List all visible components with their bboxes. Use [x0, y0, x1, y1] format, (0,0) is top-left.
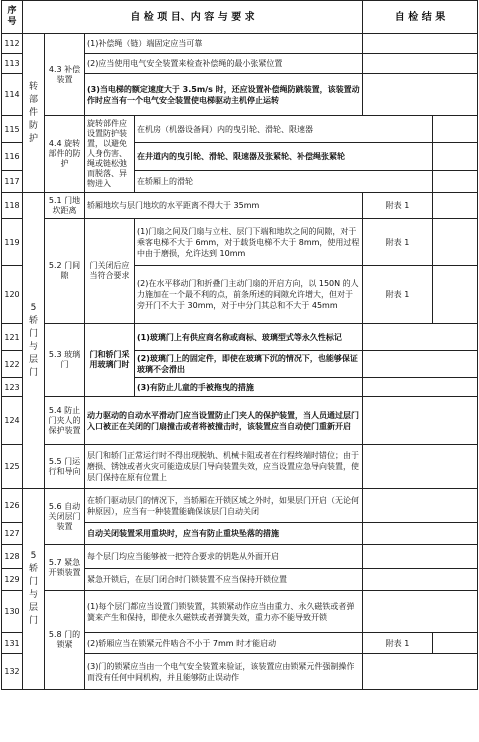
row-result-extra [433, 266, 478, 324]
row-number: 117 [2, 171, 23, 193]
row-result: 附表 1 [363, 266, 433, 324]
section-4-4-desc: 旋转部件应设置防护装置，以避免人身伤害、绳或链松弛而脱落、异物进入 [85, 116, 135, 193]
row-number: 124 [2, 397, 23, 445]
table-row [2, 219, 478, 266]
row-number: 132 [2, 654, 23, 690]
table-row [2, 489, 478, 523]
row-number: 130 [2, 591, 23, 633]
row-text: 在井道内的曳引轮、滑轮、限速器及张紧轮、补偿绳张紧轮 [135, 143, 433, 171]
section-5-2: 5.2 门间隙 [45, 219, 85, 324]
row-result [363, 445, 478, 489]
row-text: (3)门的锁紧应当由一个电气安全装置来验证，该装置应由锁紧元件强制操作而没有任何中间机构，并且能够防止误动作 [85, 654, 363, 690]
table-row [2, 591, 478, 633]
row-text: (2)玻璃门上的固定件，即使在玻璃下沉的情况下，也能够保证玻璃不会滑出 [135, 351, 363, 378]
row-result [363, 378, 478, 397]
table-row [2, 445, 478, 489]
row-text: (2)应当使用电气安全装置来检查补偿绳的最小张紧位置 [85, 54, 363, 74]
row-result [433, 171, 478, 193]
row-result [433, 116, 478, 143]
section-5-3-sub: 门和轿门采用玻璃门时 [85, 324, 135, 397]
table-row [2, 545, 478, 569]
row-number: 129 [2, 569, 23, 591]
row-number: 114 [2, 74, 23, 116]
section-4-4: 4.4 旋转部件的防护 [45, 116, 85, 193]
section-4-3: 4.3 补偿装置 [45, 34, 85, 116]
row-result [363, 324, 478, 351]
category-doors: 5 轿 门 与 层 门 [23, 193, 45, 489]
row-text: 在机房（机器设备间）内的曳引轮、滑轮、限速器 [135, 116, 433, 143]
section-5-8: 5.8 门的锁紧 [45, 591, 85, 690]
row-number: 116 [2, 143, 23, 171]
row-number: 126 [2, 489, 23, 523]
table-row [2, 397, 478, 445]
row-number: 121 [2, 324, 23, 351]
row-result [363, 351, 478, 378]
section-5-4: 5.4 防止门夹人的保护装置 [45, 397, 85, 445]
table-row [2, 34, 478, 54]
row-result [363, 397, 478, 445]
section-5-6: 5.6 自动关闭层门装置 [45, 489, 85, 545]
row-result [363, 74, 478, 116]
row-text: (3)当电梯的额定速度大于 3.5m/s 时，还应设置补偿绳防跳装置，该装置动作时应当有一个电气安全装置使电梯驱动主机停止运转 [85, 74, 363, 116]
section-5-7: 5.7 紧急开锁装置 [45, 545, 85, 591]
row-number: 115 [2, 116, 23, 143]
section-5-1: 5.1 门地坎距离 [45, 193, 85, 219]
row-number: 119 [2, 219, 23, 266]
table-row [2, 324, 478, 351]
row-number: 128 [2, 545, 23, 569]
row-text: (2)轿厢应当在锁紧元件啮合不小于 7mm 时才能启动 [85, 633, 363, 654]
row-result [363, 54, 478, 74]
row-text: (1)门扇之间及门扇与立柱、层门下端和地坎之间的间隙，对于乘客电梯不大于 6mm，对于载货电梯不大于 8mm，使用过程中由于磨损，允许达到 10mm [135, 219, 363, 266]
row-result [433, 143, 478, 171]
row-text: (3)有防止儿童的手被拖曳的措施 [135, 378, 363, 397]
row-number: 118 [2, 193, 23, 219]
row-text: 在轿厢上的滑轮 [135, 171, 433, 193]
row-result: 附表 1 [363, 193, 433, 219]
section-5-2-sub: 门关闭后应当符合要求 [85, 219, 135, 324]
row-result [363, 489, 478, 523]
table-header-row [2, 1, 478, 34]
section-5-3: 5.3 玻璃门 [45, 324, 85, 397]
row-result-extra [433, 633, 478, 654]
category-doors-2: 5 轿 门 与 层 门 [23, 489, 45, 690]
row-result-extra [433, 193, 478, 219]
row-number: 125 [2, 445, 23, 489]
row-text: (1)玻璃门上有供应商名称或商标、玻璃型式等永久性标记 [135, 324, 363, 351]
row-text: (2)在水平移动门和折叠门主动门扇的开启方向，以 150N 的人力施加在一个最不利的点，前条所述的间隙允许增大，但对于旁开门不大于 30mm，对于中分门其总和不大于 45mm [135, 266, 363, 324]
category-rotating: 转部件防护 [23, 34, 45, 193]
row-text: 紧急开锁后，在层门闭合时门锁装置不应当保持开锁位置 [85, 569, 363, 591]
row-result [363, 569, 478, 591]
row-text: 层门和轿门正常运行时不得出现脱轨、机械卡阻或者在行程终端时错位；由于磨损、锈蚀或者火灾可能造成层门导向装置失效，应当设置应急导向装置，使层门保持在原有位置上 [85, 445, 363, 489]
row-text: (1)每个层门都应当设置门锁装置，其锁紧动作应当由重力、永久磁铁或者弹簧来产生和保持，即使永久磁铁或者弹簧失效，重力亦不能导致开锁 [85, 591, 363, 633]
row-number: 120 [2, 266, 23, 324]
row-number: 113 [2, 54, 23, 74]
row-result: 附表 1 [363, 633, 433, 654]
row-result [363, 523, 478, 545]
row-text: 自动关闭装置采用重块时，应当有防止重块坠落的措施 [85, 523, 363, 545]
header-seq: 序号 [2, 1, 23, 34]
inspection-table [1, 0, 478, 690]
row-number: 112 [2, 34, 23, 54]
row-result [363, 545, 478, 569]
header-result: 自 检 结 果 [363, 1, 478, 34]
row-number: 131 [2, 633, 23, 654]
row-number: 122 [2, 351, 23, 378]
row-text: 动力驱动的自动水平滑动门应当设置防止门夹人的保护装置，当人员通过层门入口被正在关闭的门扇撞击或者将被撞击时，该装置应当自动使门重新开启 [85, 397, 363, 445]
table-row [2, 193, 478, 219]
row-result [363, 34, 478, 54]
row-result [363, 591, 478, 633]
row-result-extra [433, 219, 478, 266]
row-text: 在轿门驱动层门的情况下，当轿厢在开锁区域之外时，如果层门开启（无论何种原因），应当有一种装置能确保该层门自动关闭 [85, 489, 363, 523]
header-items: 自 检 项 目、内 容 与 要 求 [23, 1, 363, 34]
section-5-5: 5.5 门运行和导向 [45, 445, 85, 489]
row-text: (1)补偿绳（链）端固定应当可靠 [85, 34, 363, 54]
row-text: 轿厢地坎与层门地坎的水平距离不得大于 35mm [85, 193, 363, 219]
row-result: 附表 1 [363, 219, 433, 266]
row-text: 每个层门均应当能够被一把符合要求的钥匙从外面开启 [85, 545, 363, 569]
row-result [363, 654, 478, 690]
row-number: 123 [2, 378, 23, 397]
row-number: 127 [2, 523, 23, 545]
table-row [2, 116, 478, 143]
